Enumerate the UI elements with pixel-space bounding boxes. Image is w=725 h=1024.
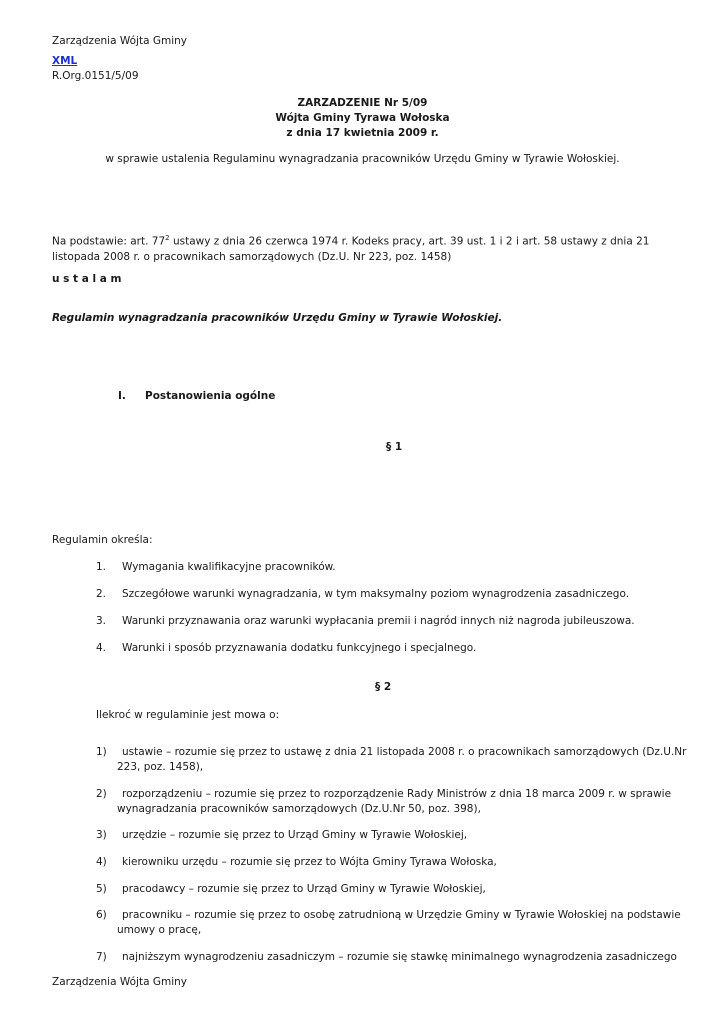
list-item: Szczegółowe warunki wynagradzania, w tym maksymalny poziom wynagrodzenia zasadniczego.: [122, 588, 630, 600]
list-item: Warunki i sposób przyznawania dodatku funkcyjnego i specjalnego.: [122, 642, 477, 654]
list-item-number: 3.: [96, 615, 107, 627]
definition-text-continued: wynagradzania pracowników samorządowych (Dz.U.Nr 50, poz. 398),: [117, 803, 481, 815]
paragraph-1-label: § 1: [386, 441, 403, 453]
definition-text-continued: umowy o pracę,: [117, 924, 202, 936]
definition-number: 7): [96, 951, 107, 963]
legal-basis-rest: ustawy z dnia 26 czerwca 1974 r. Kodeks pracy, art. 39 ust. 1 i 2 i art. 58 ustawy z dnia 21 listopada 2008 r. o pracownikach samorządowych (Dz.U. Nr 223, poz. 1458): [52, 235, 650, 263]
regulamin-title: Regulamin wynagradzania pracowników Urzędu Gminy w Tyrawie Wołoskiej.: [52, 312, 503, 324]
legal-basis-superscript: 2: [165, 234, 170, 242]
document-date: z dnia 17 kwietnia 2009 r.: [286, 127, 439, 139]
list-item: Warunki przyznawania oraz warunki wypłacania premii i nagród innych niż nagroda jubileuszowa.: [122, 615, 635, 627]
definition-text-continued: 223, poz. 1458),: [117, 761, 204, 773]
definition-text: kierowniku urzędu – rozumie się przez to Wójta Gminy Tyrawa Wołoska,: [122, 856, 497, 868]
definition-text: pracodawcy – rozumie się przez to Urząd Gminy w Tyrawie Wołoskiej,: [122, 883, 486, 895]
list-item-number: 2.: [96, 588, 107, 600]
list-item-number: 1.: [96, 561, 107, 573]
paragraph-2-intro: Ilekroć w regulaminie jest mowa o:: [96, 709, 280, 721]
section-title: Postanowienia ogólne: [145, 390, 276, 402]
list-item-number: 4.: [96, 642, 107, 654]
paragraph-1-intro: Regulamin określa:: [52, 534, 153, 546]
document-reference: R.Org.0151/5/09: [52, 70, 139, 82]
section-numeral: I.: [118, 390, 126, 402]
document-subject: w sprawie ustalenia Regulaminu wynagradzania pracowników Urzędu Gminy w Tyrawie Wołoskiej.: [105, 153, 620, 165]
paragraph-2-label: § 2: [375, 681, 392, 693]
definition-text: najniższym wynagrodzeniu zasadniczym – rozumie się stawkę minimalnego wynagrodzenia zasadniczego: [122, 951, 677, 963]
document-title: ZARZADZENIE Nr 5/09: [297, 97, 428, 109]
definition-text: rozporządzeniu – rozumie się przez to rozporządzenie Rady Ministrów z dnia 18 marca 2009 r. w sprawie: [122, 788, 672, 800]
list-item: Wymagania kwalifikacyjne pracowników.: [122, 561, 336, 573]
definition-number: 5): [96, 883, 107, 895]
definition-number: 2): [96, 788, 107, 800]
xml-link[interactable]: XML: [52, 55, 78, 67]
definition-number: 3): [96, 829, 107, 841]
definition-text: ustawie – rozumie się przez to ustawę z dnia 21 listopada 2008 r. o pracownikach samorządowych (Dz.U.Nr: [122, 746, 687, 758]
definition-text: pracowniku – rozumie się przez to osobę zatrudnioną w Urzędzie Gminy w Tyrawie Wołoskiej na podstawie: [122, 909, 681, 921]
header-source: Zarządzenia Wójta Gminy: [52, 35, 188, 47]
definition-number: 6): [96, 909, 107, 921]
definition-text: urzędzie – rozumie się przez to Urząd Gminy w Tyrawie Wołoskiej,: [122, 829, 468, 841]
footer-source: Zarządzenia Wójta Gminy: [52, 976, 188, 988]
legal-basis: [52, 231, 667, 265]
definition-number: 1): [96, 746, 107, 758]
ustalam-heading: u s t a l a m: [52, 273, 122, 285]
document-issuer: Wójta Gminy Tyrawa Wołoska: [275, 112, 450, 124]
legal-basis-prefix: Na podstawie: art. 77: [52, 235, 166, 248]
definition-number: 4): [96, 856, 107, 868]
